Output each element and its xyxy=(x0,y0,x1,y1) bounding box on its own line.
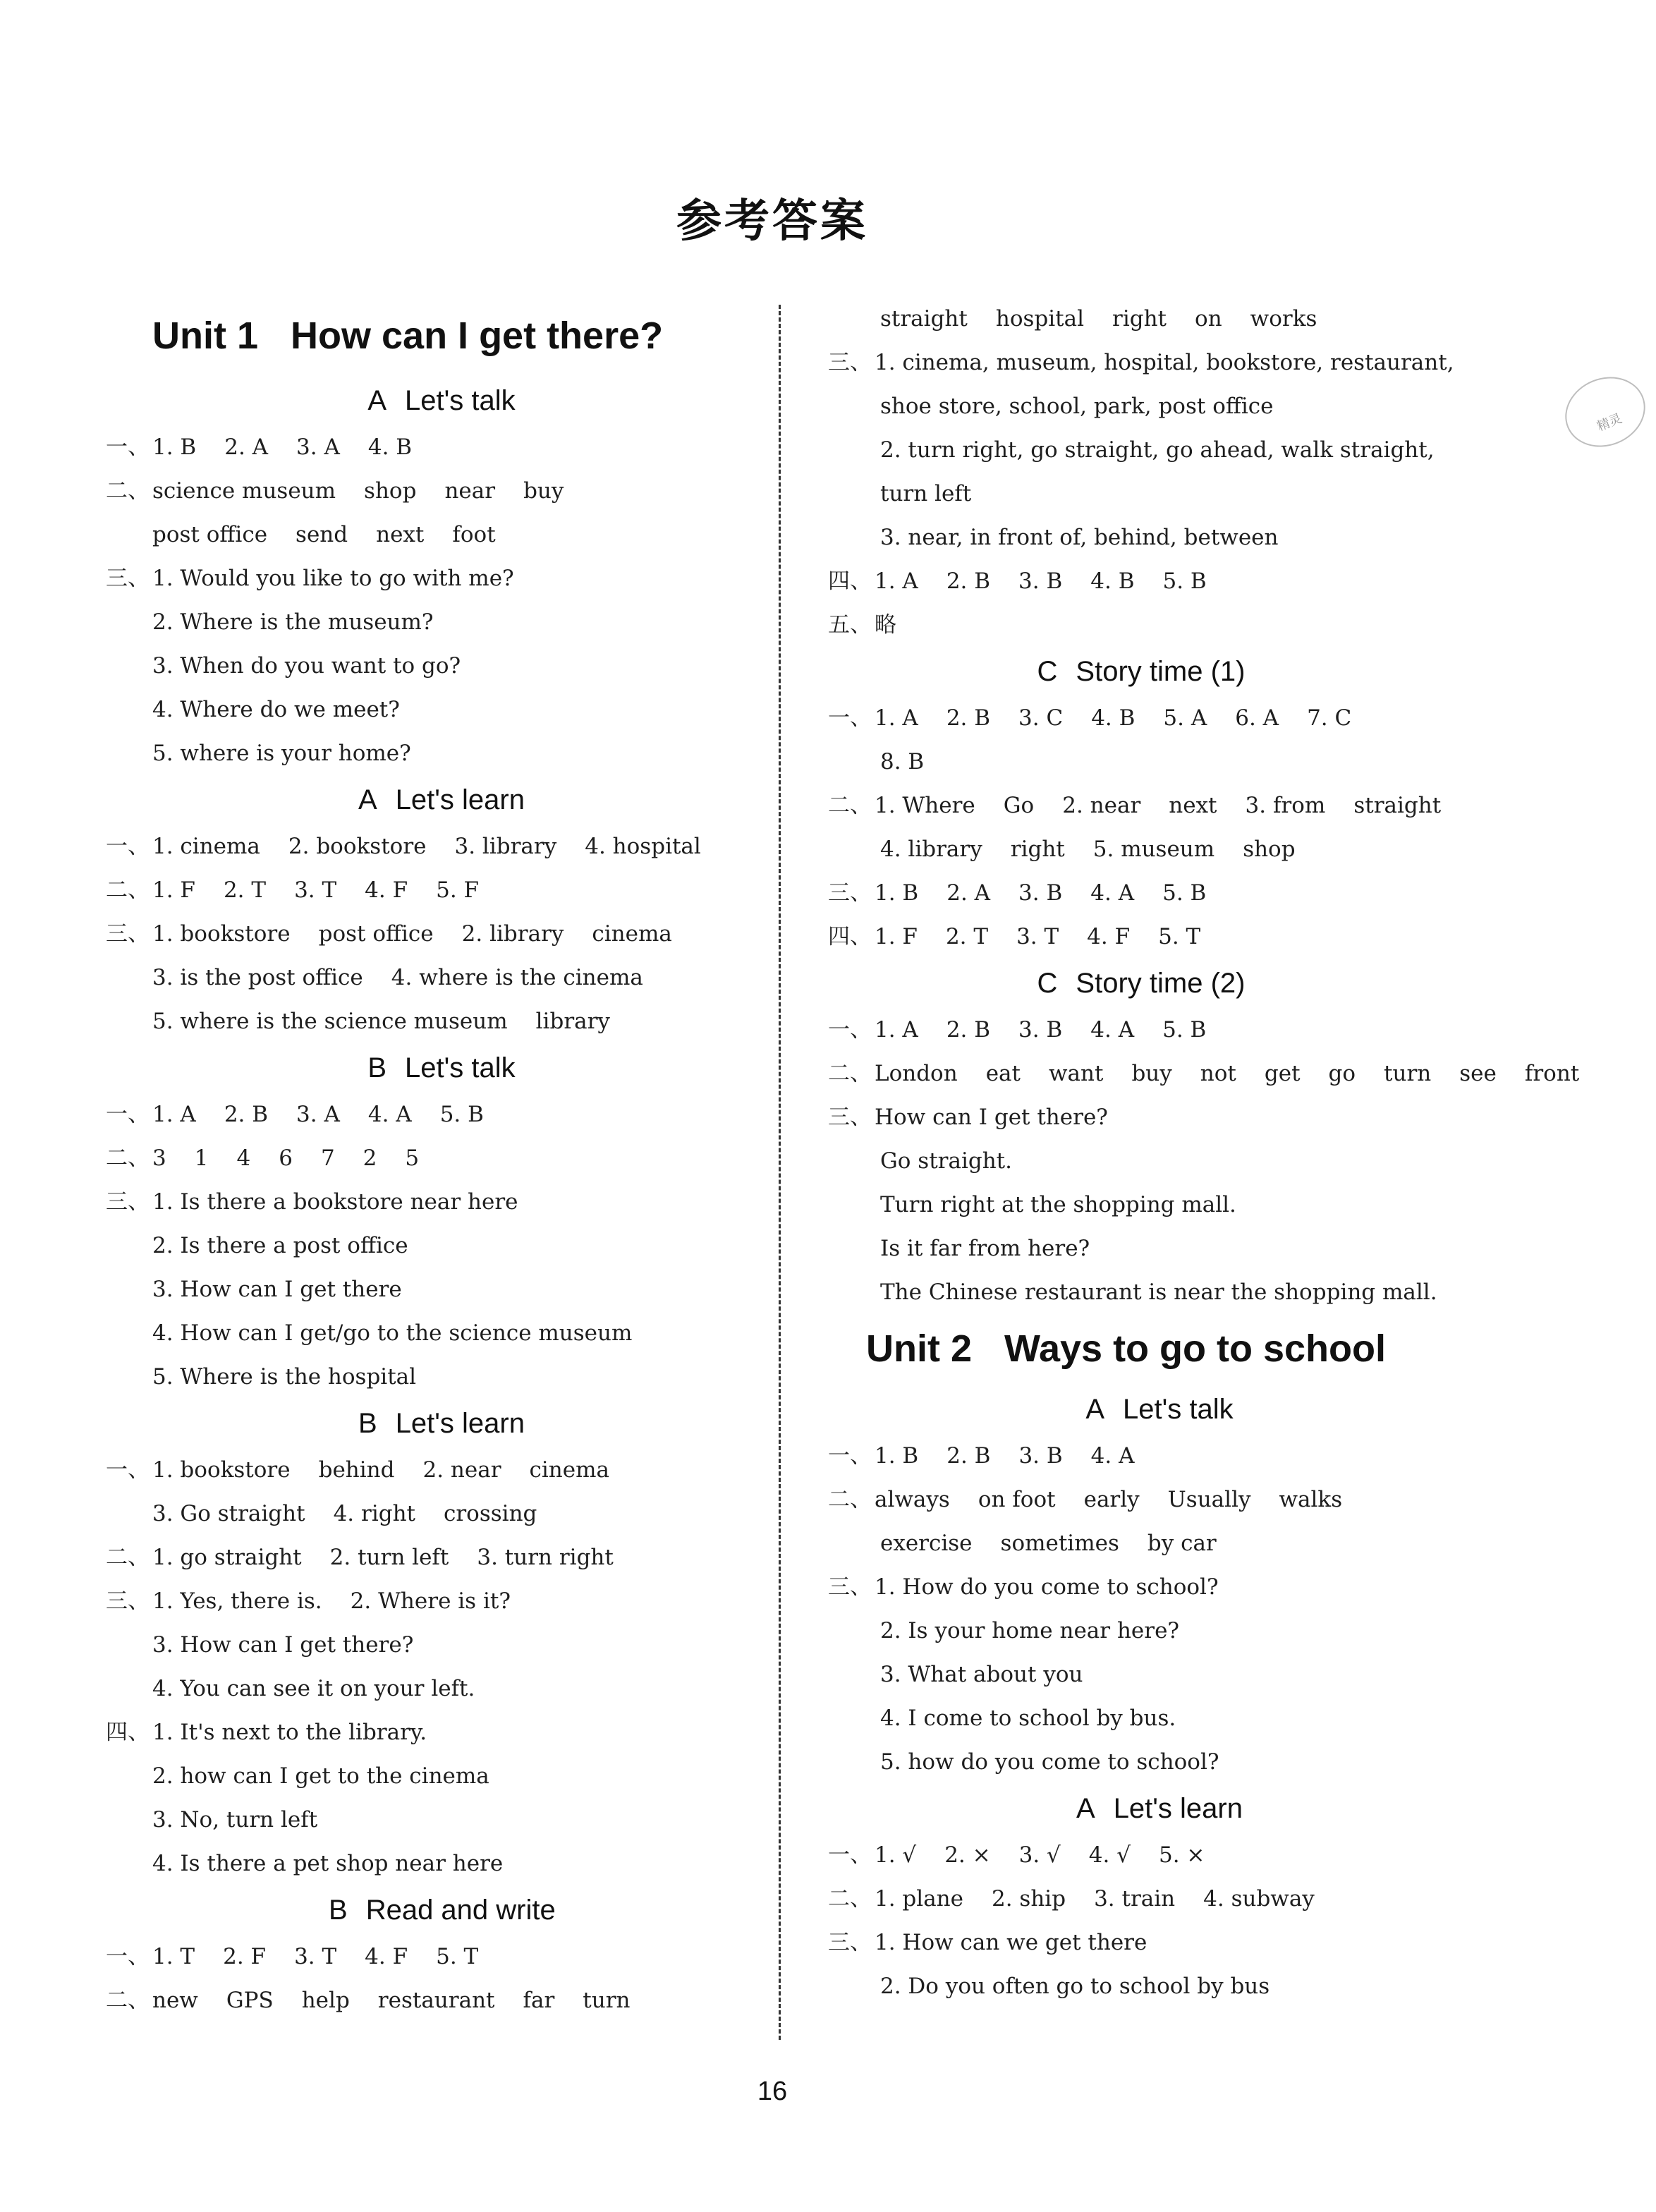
answer-text: 1. B xyxy=(875,1443,919,1469)
answer-text: turn left xyxy=(880,481,972,506)
section-letter: B xyxy=(367,1052,387,1083)
answer-text: cinema xyxy=(529,1457,609,1483)
answer-text: Go straight. xyxy=(880,1148,1012,1174)
answer-text: 3. B xyxy=(1018,1017,1063,1043)
answer-text: Is it far from here? xyxy=(880,1236,1090,1261)
question-label: 二、 xyxy=(828,1886,872,1912)
answer-text: 2. B xyxy=(946,569,991,594)
section-heading xyxy=(329,783,554,817)
section-name: Let's talk xyxy=(1123,1394,1234,1425)
answer-text: science museum xyxy=(152,478,336,504)
answer-text: 4. I come to school by bus. xyxy=(880,1706,1176,1731)
answer-text: straight xyxy=(1353,793,1442,818)
answer-text: 4 xyxy=(236,1146,251,1171)
answer-text: turn xyxy=(583,1988,631,2013)
answer-text: 5. T xyxy=(436,1944,479,1969)
answer-text: 6 xyxy=(279,1146,293,1171)
answer-text: 1. cinema, museum, hospital, bookstore, restaurant, xyxy=(875,350,1454,375)
answer-text: 3. train xyxy=(1094,1886,1176,1912)
answer-text: 4. library xyxy=(880,837,982,862)
question-label: 四、 xyxy=(106,1720,150,1745)
answer-text: 1. Is there a bookstore near here xyxy=(152,1189,518,1215)
stamp-logo: 精灵 xyxy=(1554,365,1656,458)
answer-text: 1. go straight xyxy=(152,1545,302,1570)
section-letter: B xyxy=(358,1408,377,1439)
answer-text: 2. near xyxy=(1062,793,1141,818)
answer-text: 2. bookstore xyxy=(288,834,427,859)
answer-text: 3. No, turn left xyxy=(152,1807,318,1833)
answer-text: 5. F xyxy=(436,877,480,903)
section-heading xyxy=(1047,1392,1272,1426)
section-heading xyxy=(329,384,554,418)
answer-text: sometimes xyxy=(1000,1531,1119,1556)
answer-text: 3. near, in front of, behind, between xyxy=(880,525,1279,550)
answer-text: library xyxy=(535,1009,610,1034)
answer-text: early xyxy=(1083,1487,1140,1512)
answer-text: 5 xyxy=(405,1146,420,1171)
answer-text: shoe store, school, park, post office xyxy=(880,394,1274,419)
answer-text: 1. bookstore xyxy=(152,921,291,947)
unit-title: How can I get there? xyxy=(291,315,664,357)
answer-text: 7. C xyxy=(1307,705,1352,731)
unit-title: Ways to go to school xyxy=(1004,1327,1387,1370)
answer-text: 1. A xyxy=(875,569,918,594)
answer-text: 5. museum xyxy=(1092,837,1215,862)
answer-text: 3. C xyxy=(1018,705,1064,731)
question-label: 一、 xyxy=(106,1944,150,1969)
answer-text: 1. B xyxy=(875,880,919,906)
question-label: 一、 xyxy=(106,435,150,460)
answer-text: 3. from xyxy=(1245,793,1326,818)
section-name: Let's learn xyxy=(395,1408,525,1439)
question-label: 三、 xyxy=(828,1930,872,1955)
answer-text: see xyxy=(1459,1061,1497,1086)
answer-text: far xyxy=(523,1988,555,2013)
question-label: 五、 xyxy=(828,612,872,638)
answer-text: 4. You can see it on your left. xyxy=(152,1676,475,1701)
answer-text: by car xyxy=(1147,1531,1217,1556)
answer-text: 2. near xyxy=(422,1457,501,1483)
answer-text: 4. A xyxy=(1090,1017,1135,1043)
answer-text: 2. B xyxy=(946,705,991,731)
answer-text: 3. B xyxy=(1018,880,1063,906)
answer-text: new xyxy=(152,1988,198,2013)
answer-text: 1. Would you like to go with me? xyxy=(152,566,514,591)
answer-text: 3. B xyxy=(1018,569,1063,594)
answer-text: 2. turn right, go straight, go ahead, walk straight, xyxy=(880,437,1435,463)
answer-text: cinema xyxy=(592,921,672,947)
answer-text: 3. How can I get there xyxy=(152,1277,402,1302)
answer-text: 3. is the post office xyxy=(152,965,363,990)
answer-text: 3. T xyxy=(294,1944,337,1969)
answer-text: right xyxy=(1010,837,1065,862)
answer-text: right xyxy=(1112,306,1167,332)
answer-text: works xyxy=(1250,306,1317,332)
question-label: 一、 xyxy=(828,1842,872,1868)
section-name: Read and write xyxy=(365,1895,556,1926)
unit-number: Unit 2 xyxy=(866,1327,973,1370)
answer-text: 5. B xyxy=(1162,1017,1207,1043)
answer-text: 1. plane xyxy=(875,1886,963,1912)
answer-text: 略 xyxy=(875,612,896,638)
question-label: 一、 xyxy=(828,1443,872,1469)
answer-text: 2. turn left xyxy=(329,1545,449,1570)
answer-text: 5. T xyxy=(1158,924,1201,949)
answer-text: not xyxy=(1200,1061,1236,1086)
section-name: Let's talk xyxy=(405,1052,516,1083)
answer-text: 4. Is there a pet shop near here xyxy=(152,1851,504,1876)
answer-text: front xyxy=(1524,1061,1580,1086)
page-title: 参考答案 xyxy=(676,195,868,248)
answer-text: post office xyxy=(152,522,268,547)
answer-text: hospital xyxy=(995,306,1085,332)
answer-text: 4. where is the cinema xyxy=(391,965,643,990)
question-label: 二、 xyxy=(106,478,150,504)
answer-text: near xyxy=(444,478,496,504)
question-label: 三、 xyxy=(106,1588,150,1614)
question-label: 二、 xyxy=(106,877,150,903)
answer-text: 3. Go straight xyxy=(152,1501,305,1526)
section-heading xyxy=(1047,1792,1272,1825)
answer-text: 2. F xyxy=(223,1944,267,1969)
answer-text: 2. ship xyxy=(991,1886,1066,1912)
answer-text: How can I get there? xyxy=(875,1105,1108,1130)
answer-text: get xyxy=(1264,1061,1301,1086)
question-label: 一、 xyxy=(828,705,872,731)
question-label: 二、 xyxy=(106,1146,150,1171)
question-label: 四、 xyxy=(828,569,872,594)
answer-text: 2. Is your home near here? xyxy=(880,1618,1180,1643)
answer-text: Turn right at the shopping mall. xyxy=(880,1192,1236,1217)
question-label: 一、 xyxy=(106,834,150,859)
answer-text: 1. T xyxy=(152,1944,195,1969)
answer-text: 4. F xyxy=(1087,924,1131,949)
answer-text: 1. Yes, there is. xyxy=(152,1588,322,1614)
answer-text: help xyxy=(301,1988,350,2013)
answer-text: 2. how can I get to the cinema xyxy=(152,1763,489,1789)
question-label: 三、 xyxy=(106,1189,150,1215)
answer-text: 5. × xyxy=(1158,1842,1205,1868)
answer-text: London xyxy=(875,1061,958,1086)
unit-heading xyxy=(866,1326,1386,1371)
answer-text: 1. How can we get there xyxy=(875,1930,1147,1955)
answer-text: 2. B xyxy=(946,1443,991,1469)
answer-text: 4. A xyxy=(1090,880,1135,906)
section-letter: A xyxy=(1076,1793,1095,1824)
answer-text: 1. A xyxy=(875,1017,918,1043)
answer-text: 1. F xyxy=(875,924,918,949)
answer-text: 1. F xyxy=(152,877,195,903)
section-heading xyxy=(1028,966,1254,1000)
section-letter: A xyxy=(367,385,387,416)
question-label: 二、 xyxy=(828,1061,872,1086)
answer-text: 4. F xyxy=(365,877,408,903)
question-label: 二、 xyxy=(828,793,872,818)
answer-text: Usually xyxy=(1167,1487,1251,1512)
answer-text: shop xyxy=(1243,837,1296,862)
answer-text: 4. F xyxy=(365,1944,408,1969)
section-letter: A xyxy=(1085,1394,1105,1425)
answer-text: exercise xyxy=(880,1531,973,1556)
answer-text: behind xyxy=(318,1457,395,1483)
answer-text: 4. A xyxy=(1090,1443,1135,1469)
answer-text: straight xyxy=(880,306,968,332)
answer-text: want xyxy=(1049,1061,1104,1086)
section-name: Let's learn xyxy=(1113,1793,1243,1824)
page-number: 16 xyxy=(757,2077,788,2106)
answer-text: 1. B xyxy=(152,435,197,460)
answer-text: on xyxy=(1195,306,1222,332)
answer-text: 3. A xyxy=(296,435,340,460)
answer-text: 2. A xyxy=(946,880,991,906)
answer-text: next xyxy=(1169,793,1217,818)
answer-text: 2. T xyxy=(223,877,267,903)
answer-text: 1. How do you come to school? xyxy=(875,1574,1219,1600)
answer-text: 2. Where is it? xyxy=(350,1588,511,1614)
section-heading xyxy=(329,1051,554,1085)
answer-text: 6. A xyxy=(1235,705,1279,731)
answer-text: 5. how do you come to school? xyxy=(880,1749,1219,1775)
answer-text: 1 xyxy=(194,1146,209,1171)
answer-text: 4. How can I get/go to the science museum xyxy=(152,1320,633,1346)
column-divider xyxy=(779,305,781,2040)
answer-text: 2. Where is the museum? xyxy=(152,609,434,635)
answer-text: 4. A xyxy=(367,1102,412,1127)
answer-text: 1. A xyxy=(875,705,918,731)
answer-text: 5. B xyxy=(1162,880,1207,906)
answer-text: 1. cinema xyxy=(152,834,260,859)
answer-text: 4. right xyxy=(333,1501,415,1526)
answer-text: 3. How can I get there? xyxy=(152,1632,414,1658)
answer-text: 3. When do you want to go? xyxy=(152,653,461,679)
answer-text: 2. × xyxy=(944,1842,991,1868)
section-name: Let's talk xyxy=(405,385,516,416)
answer-text: eat xyxy=(985,1061,1021,1086)
answer-text: shop xyxy=(364,478,417,504)
question-label: 一、 xyxy=(106,1102,150,1127)
answer-text: 1. It's next to the library. xyxy=(152,1720,427,1745)
answer-text: 2 xyxy=(363,1146,377,1171)
answer-text: foot xyxy=(452,522,496,547)
answer-text: 7 xyxy=(320,1146,335,1171)
section-name: Story time (2) xyxy=(1076,968,1246,999)
answer-text: 2. A xyxy=(224,435,269,460)
answer-text: 2. Do you often go to school by bus xyxy=(880,1974,1270,1999)
answer-text: send xyxy=(296,522,348,547)
answer-text: 2. B xyxy=(224,1102,269,1127)
answer-text: 4. B xyxy=(1090,569,1135,594)
answer-text: 3. √ xyxy=(1018,1842,1061,1868)
section-letter: C xyxy=(1037,968,1058,999)
answer-text: 1. Where xyxy=(875,793,975,818)
answer-text: 5. where is your home? xyxy=(152,741,411,766)
question-label: 四、 xyxy=(828,924,872,949)
question-label: 二、 xyxy=(106,1545,150,1570)
answer-text: 5. where is the science museum xyxy=(152,1009,508,1034)
answer-text: 1. √ xyxy=(875,1842,917,1868)
answer-text: buy xyxy=(1131,1061,1172,1086)
answer-text: next xyxy=(376,522,425,547)
answer-text: 5. B xyxy=(1162,569,1207,594)
answer-text: 3. T xyxy=(294,877,337,903)
answer-text: always xyxy=(875,1487,950,1512)
answer-text: 2. library xyxy=(461,921,564,947)
answer-text: 5. B xyxy=(439,1102,484,1127)
answer-text: on foot xyxy=(978,1487,1056,1512)
answer-text: The Chinese restaurant is near the shopping mall. xyxy=(880,1280,1437,1305)
answer-text: 3. A xyxy=(296,1102,340,1127)
question-label: 三、 xyxy=(106,566,150,591)
answer-text: 4. Where do we meet? xyxy=(152,697,400,722)
answer-text: 4. √ xyxy=(1088,1842,1131,1868)
answer-text: turn xyxy=(1384,1061,1432,1086)
unit-number: Unit 1 xyxy=(152,315,259,357)
answer-text: 4. hospital xyxy=(585,834,701,859)
answer-text: 2. T xyxy=(945,924,989,949)
answer-text: buy xyxy=(523,478,564,504)
answer-text: 4. B xyxy=(1091,705,1136,731)
answer-text: 3. B xyxy=(1018,1443,1063,1469)
question-label: 一、 xyxy=(106,1457,150,1483)
question-label: 三、 xyxy=(106,921,150,947)
answer-text: walks xyxy=(1279,1487,1343,1512)
question-label: 三、 xyxy=(828,350,872,375)
section-heading xyxy=(1028,655,1254,688)
answer-text: 1. bookstore xyxy=(152,1457,291,1483)
question-label: 三、 xyxy=(828,880,872,906)
answer-text: 5. A xyxy=(1163,705,1207,731)
section-name: Story time (1) xyxy=(1076,656,1246,687)
answer-text: 5. Where is the hospital xyxy=(152,1364,417,1390)
answer-text: restaurant xyxy=(377,1988,495,2013)
answer-text: 2. Is there a post office xyxy=(152,1233,408,1258)
question-label: 二、 xyxy=(828,1487,872,1512)
answer-text: Go xyxy=(1003,793,1035,818)
answer-text: 3. T xyxy=(1016,924,1059,949)
question-label: 三、 xyxy=(828,1574,872,1600)
answer-text: 1. A xyxy=(152,1102,196,1127)
section-letter: A xyxy=(358,784,377,815)
answer-text: 3. What about you xyxy=(880,1662,1083,1687)
unit-heading xyxy=(152,313,663,358)
answer-text: 8. B xyxy=(880,749,925,774)
answer-text: 3 xyxy=(152,1146,166,1171)
question-label: 一、 xyxy=(828,1017,872,1043)
section-letter: C xyxy=(1037,656,1058,687)
answer-text: 3. turn right xyxy=(477,1545,614,1570)
answer-text: post office xyxy=(318,921,434,947)
question-label: 二、 xyxy=(106,1988,150,2013)
answer-text: 4. subway xyxy=(1203,1886,1315,1912)
section-heading xyxy=(329,1406,554,1440)
answer-text: 3. library xyxy=(454,834,557,859)
answer-text: 2. B xyxy=(946,1017,991,1043)
answer-text: GPS xyxy=(226,1988,274,2013)
section-name: Let's learn xyxy=(395,784,525,815)
section-letter: B xyxy=(329,1895,348,1926)
answer-text: crossing xyxy=(444,1501,537,1526)
question-label: 三、 xyxy=(828,1105,872,1130)
answer-text: go xyxy=(1328,1061,1356,1086)
section-heading xyxy=(329,1893,554,1927)
answer-text: 4. B xyxy=(367,435,413,460)
